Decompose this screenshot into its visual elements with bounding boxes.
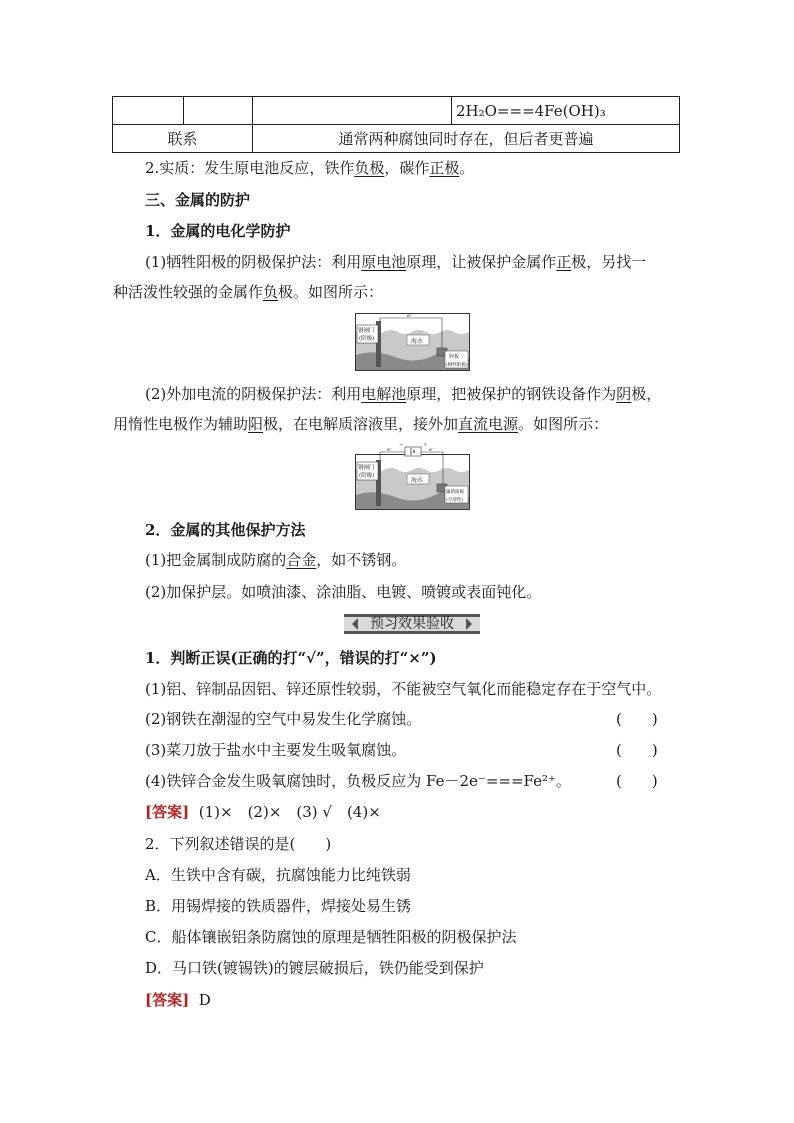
section-title: 三、金属的防护 xyxy=(145,191,251,209)
answer-tag: [答案] xyxy=(145,991,190,1009)
subsection-title: 2．金属的其他保护方法 xyxy=(145,521,306,539)
electron-label: e⁻ xyxy=(387,447,393,453)
zinc-label: 锌板 xyxy=(449,354,460,360)
option-a: A．生铁中含有碳，抗腐蚀能力比纯铁弱 xyxy=(145,866,411,884)
question-item: (4)铁锌合金发生吸氧腐蚀时，负极反应为 Fe－2e⁻===Fe²⁺。 xyxy=(145,772,571,790)
banner-title: 预习效果验收 xyxy=(370,616,454,632)
plus-label: + xyxy=(423,442,428,448)
question-item: (3)菜刀放于盐水中主要发生吸氧腐蚀。 xyxy=(145,741,407,759)
gate-sublabel: (阴极) xyxy=(359,473,375,479)
gate-label: 钢闸门 xyxy=(358,328,375,334)
impressed-current-diagram xyxy=(355,440,470,510)
option-d: D．马口铁(镀锡铁)的镀层破损后，铁仍能受到保护 xyxy=(145,959,484,977)
option-b: B．用锡焊接的铁质器件，焊接处易生锈 xyxy=(145,897,412,915)
aux-sublabel: (不溶性) xyxy=(446,498,464,503)
answer-tag: [答案] xyxy=(145,803,190,821)
sea-label: 海水 xyxy=(411,338,424,345)
sea-label: 海水 xyxy=(411,477,424,484)
question-item: (1)铝、锌制品因铝、锌还原性较弱，不能被空气氧化而能稳定存在于空气中。 xyxy=(145,680,662,698)
essence-line: 2.实质：发生原电池反应，铁作负极，碳作正极。 xyxy=(145,159,475,177)
answer-line: [答案] D xyxy=(145,991,211,1009)
electron-label-2: e⁻ xyxy=(429,447,435,453)
paragraph-line: 种活泼性较强的金属作负极。如图所示： xyxy=(113,283,384,301)
table-label-cell: 联系 xyxy=(113,125,253,153)
paragraph-line: (1)牺牲阳极的阴极保护法：利用原电池原理，让被保护金属作正极，另找一 xyxy=(145,253,647,271)
electron-label: e⁻ xyxy=(407,313,413,319)
subsection-title: 1．金属的电化学防护 xyxy=(145,222,291,240)
table-content-cell: 通常两种腐蚀同时存在，但后者更普遍 xyxy=(253,125,680,153)
comparison-table xyxy=(112,96,680,153)
paragraph-line: (1)把金属制成防腐的合金，如不锈钢。 xyxy=(145,551,407,569)
table-formula-cell: 2H₂O===4Fe(OH)₃ xyxy=(452,97,680,125)
aux-label: 辅助阳极 xyxy=(446,490,464,495)
zinc-sublabel: (牺牲阳极) xyxy=(446,363,468,368)
answer-blank: ( ) xyxy=(616,741,658,759)
question-title: 1．判断正误(正确的打“√”，错误的打“×”) xyxy=(145,649,437,667)
answer-blank: ( ) xyxy=(616,772,658,790)
paragraph-line: 用惰性电极作为辅助阳极，在电解质溶液里，接外加直流电源。如图所示： xyxy=(113,415,609,433)
sacrificial-anode-diagram xyxy=(355,313,470,371)
question-title: 2．下列叙述错误的是( ) xyxy=(145,835,332,853)
gate-sublabel: (阴极) xyxy=(359,336,375,342)
table-row xyxy=(113,97,680,125)
minus-label: − xyxy=(399,442,404,448)
paragraph-line: (2)外加电流的阴极保护法：利用电解池原理，把被保护的钢铁设备作为阴极， xyxy=(145,385,662,403)
question-item: (2)钢铁在潮湿的空气中易发生化学腐蚀。 xyxy=(145,710,422,728)
answer-line: [答案] (1)× (2)× (3) √ (4)× xyxy=(145,803,381,821)
gate-label: 钢闸门 xyxy=(358,465,375,471)
paragraph-line: (2)加保护层。如喷油漆、涂油脂、电镀、喷镀或表面钝化。 xyxy=(145,583,542,601)
table-row xyxy=(113,125,680,153)
answer-blank: ( ) xyxy=(616,710,658,728)
option-c: C．船体镶嵌铝条防腐蚀的原理是牺牲阳极的阴极保护法 xyxy=(145,928,517,946)
